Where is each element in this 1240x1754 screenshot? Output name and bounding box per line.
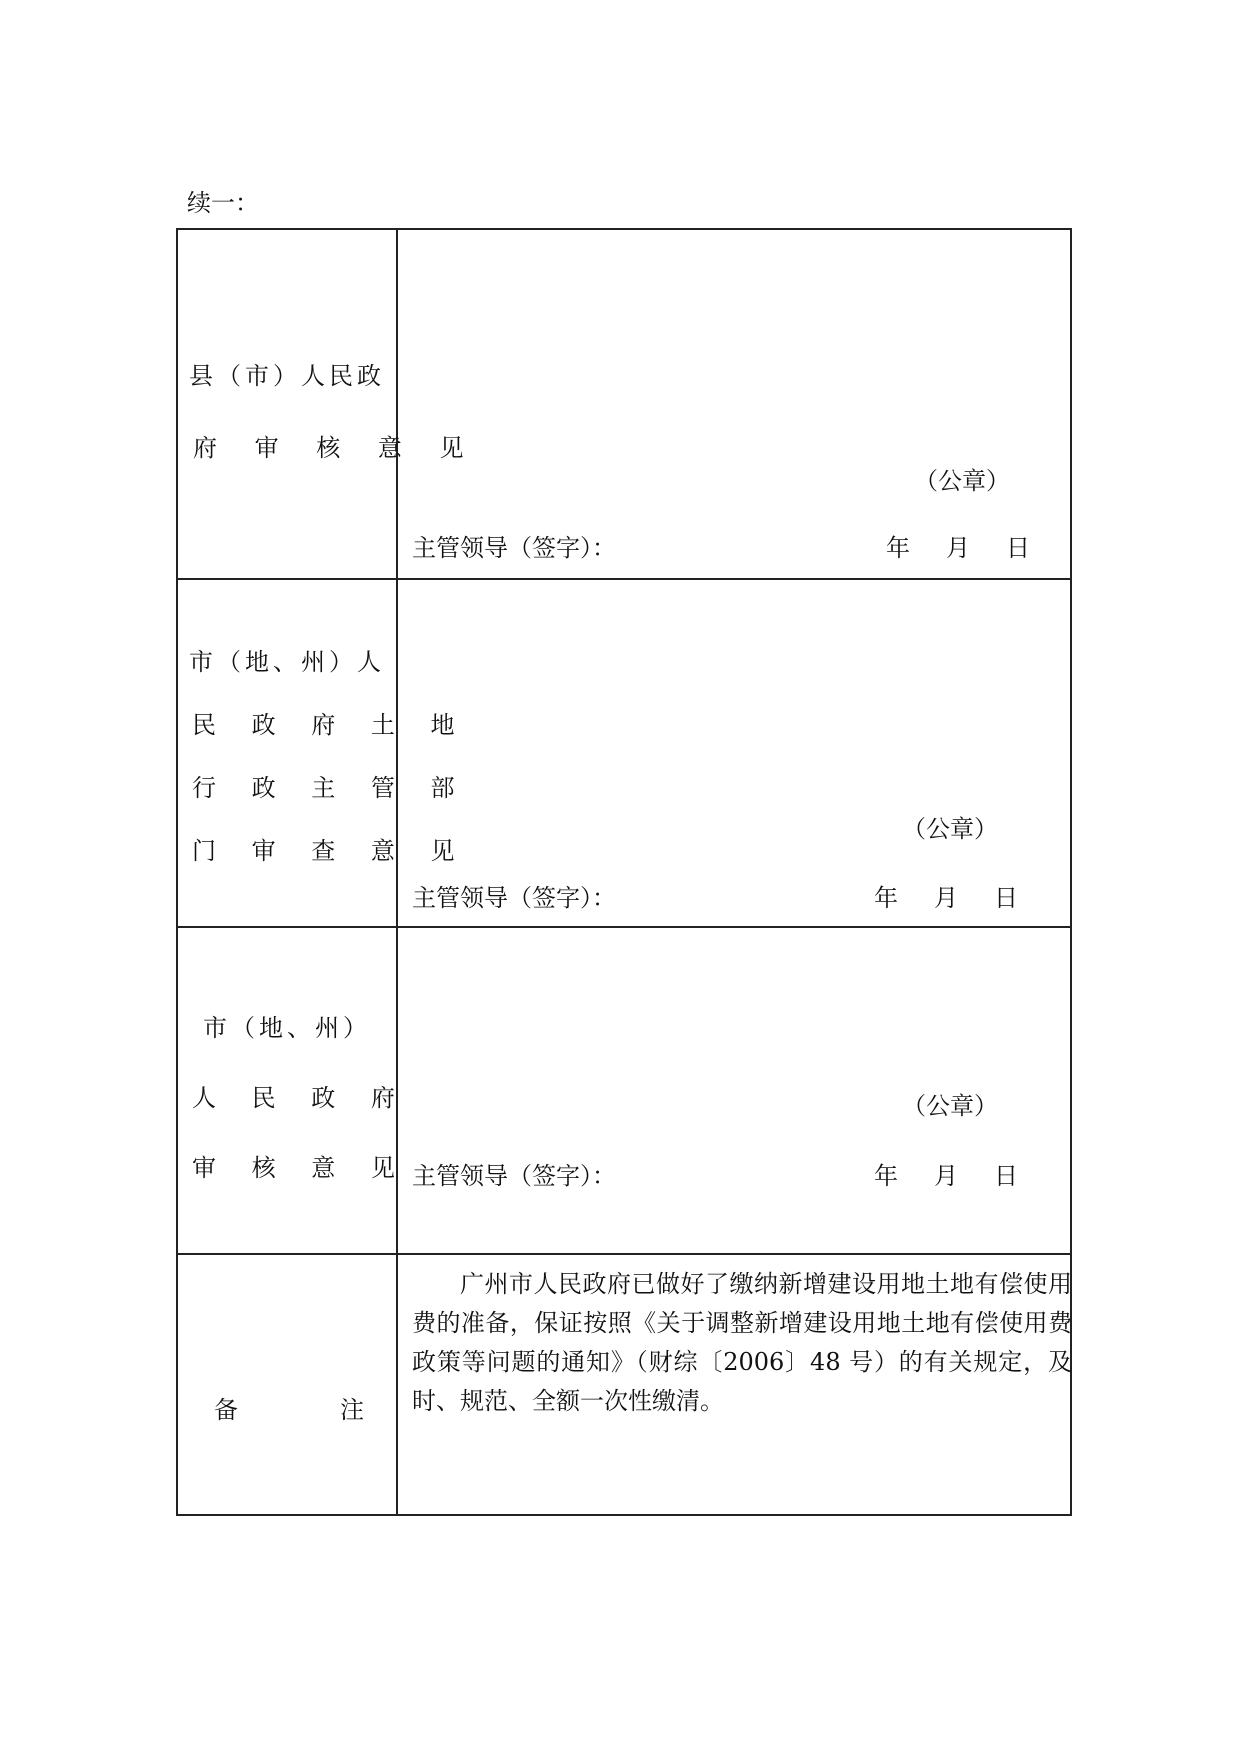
county-review-label-line-2: 府 审 核 意 见 [193,434,479,462]
date-year-label: 年 [874,1162,898,1190]
county-government-review-row [178,230,1070,578]
county-review-content-cell[interactable] [398,230,1070,578]
prefecture-government-review-row [178,926,1070,1253]
land-department-content-cell[interactable] [398,580,1070,926]
land-department-label-cell [178,580,469,926]
date-month-label: 月 [934,884,958,912]
date-line [886,533,1030,563]
date-month-label: 月 [934,1162,958,1190]
date-year-label: 年 [886,534,910,562]
approval-form-table [176,228,1072,1516]
date-day-label: 日 [994,884,1018,912]
land-department-review-row [178,578,1070,926]
date-day-label: 日 [994,1162,1018,1190]
remarks-label-cell [178,1255,398,1516]
prefecture-review-content-cell[interactable] [398,928,1070,1253]
prefecture-review-label-line-1: 市（地、州） [203,1014,371,1042]
date-month-label: 月 [946,534,970,562]
official-seal-label: （公章） [914,467,1010,495]
remarks-label-right: 注 [340,1396,364,1424]
land-department-label-line-2: 民 政 府 土 地 [192,711,469,739]
date-line [874,883,1018,913]
supervisor-signature-label: 主管领导（签字）： [412,534,616,562]
prefecture-review-label-line-2: 人 民 政 府 [192,1084,409,1112]
land-department-label-line-4: 门 审 查 意 见 [192,837,469,865]
date-year-label: 年 [874,884,898,912]
land-department-label-line-1: 市（地、州）人 [189,648,385,676]
official-seal-label: （公章） [902,1092,998,1120]
remarks-label-left: 备 [214,1396,238,1424]
official-seal-label: （公章） [902,815,998,843]
date-day-label: 日 [1006,534,1030,562]
supervisor-signature-label: 主管领导（签字）： [412,884,616,912]
continued-label: 续一： [187,189,259,217]
land-department-label-line-3: 行 政 主 管 部 [192,774,469,802]
county-review-label-line-1: 县（市）人民政 [189,362,385,390]
supervisor-signature-label: 主管领导（签字）： [412,1162,616,1190]
remarks-content-cell[interactable] [398,1255,1070,1516]
date-line [874,1161,1018,1191]
prefecture-review-label-line-3: 审 核 意 见 [192,1154,409,1182]
county-review-label-cell [178,230,479,578]
remarks-row [178,1253,1070,1516]
prefecture-review-label-cell [178,928,409,1253]
remarks-text: 广州市人民政府已做好了缴纳新增建设用地土地有偿使用费的准备，保证按照《关于调整新增建设用地土地有偿使用费政策等问题的通知》（财综〔2006〕48 号）的有关规定，及时、规范、全额一次性缴清。 [412,1270,1072,1415]
